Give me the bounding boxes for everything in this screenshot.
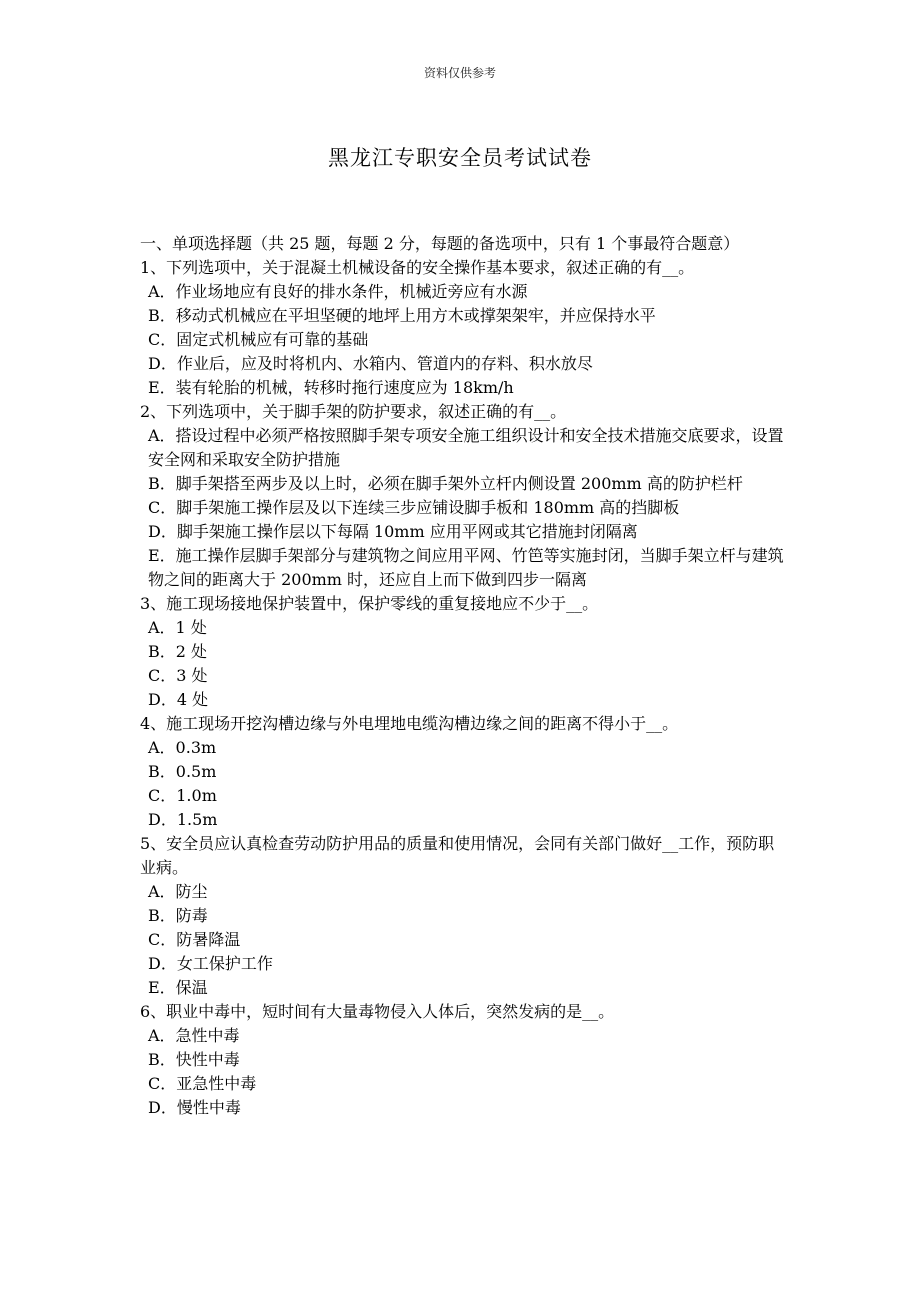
- page-header: 资料仅供参考: [423, 66, 496, 80]
- option-d: D．4 处: [148, 690, 209, 709]
- question-3: [140, 592, 785, 712]
- option-c: C．3 处: [148, 666, 208, 685]
- option-a: A．作业场地应有良好的排水条件，机械近旁应有水源: [148, 282, 528, 301]
- option-c: C．1.0m: [148, 786, 217, 805]
- question-text: 4、施工现场开挖沟槽边缘与外电埋地电缆沟槽边缘之间的距离不得小于__。: [140, 714, 679, 733]
- option-a: A．0.3m: [148, 738, 217, 757]
- option-e: E．保温: [148, 978, 208, 997]
- question-text: 3、施工现场接地保护装置中，保护零线的重复接地应不少于__。: [140, 594, 599, 613]
- question-text: 5、安全员应认真检查劳动防护用品的质量和使用情况，会同有关部门做好__工作，预防职业病。: [140, 834, 775, 877]
- option-c: C．固定式机械应有可靠的基础: [148, 330, 369, 349]
- option-d: D．作业后，应及时将机内、水箱内、管道内的存料、积水放尽: [148, 354, 593, 373]
- option-d: D．女工保护工作: [148, 954, 273, 973]
- question-4: [140, 712, 785, 832]
- option-d: D．1.5m: [148, 810, 218, 829]
- question-1: [140, 256, 785, 400]
- option-d: D．脚手架施工操作层以下每隔 10mm 应用平网或其它措施封闭隔离: [148, 522, 638, 541]
- option-a: A．1 处: [148, 618, 207, 637]
- option-b: B．移动式机械应在平坦坚硬的地坪上用方木或撑架架牢，并应保持水平: [148, 306, 656, 325]
- option-b: B．脚手架搭至两步及以上时，必须在脚手架外立杆内侧设置 200mm 高的防护栏杆: [148, 474, 743, 493]
- option-b: B．2 处: [148, 642, 208, 661]
- section-heading: 一、单项选择题（共 25 题，每题 2 分，每题的备选项中，只有 1 个事最符合题意）: [140, 234, 740, 253]
- document-title: 黑龙江专职安全员考试试卷: [328, 146, 592, 170]
- exam-content: [140, 232, 785, 1120]
- option-d: D．慢性中毒: [148, 1098, 241, 1117]
- question-text: 2、下列选项中，关于脚手架的防护要求，叙述正确的有__。: [140, 402, 567, 421]
- option-b: B．快性中毒: [148, 1050, 240, 1069]
- option-a: A．防尘: [148, 882, 208, 901]
- option-e: E．施工操作层脚手架部分与建筑物之间应用平网、竹笆等实施封闭，当脚手架立杆与建筑物之间的距离大于 200mm 时，还应自上而下做到四步一隔离: [148, 546, 784, 589]
- option-e: E．装有轮胎的机械，转移时拖行速度应为 18km/h: [148, 378, 514, 397]
- question-text: 1、下列选项中，关于混凝土机械设备的安全操作基本要求，叙述正确的有__。: [140, 258, 695, 277]
- option-a: A．急性中毒: [148, 1026, 240, 1045]
- option-c: C．防暑降温: [148, 930, 241, 949]
- option-b: B．0.5m: [148, 762, 217, 781]
- question-text: 6、职业中毒中，短时间有大量毒物侵入人体后，突然发病的是__。: [140, 1002, 615, 1021]
- question-2: [140, 400, 785, 592]
- question-6: [140, 1000, 785, 1120]
- question-5: [140, 832, 785, 1000]
- option-c: C．亚急性中毒: [148, 1074, 257, 1093]
- option-a: A．搭设过程中必须严格按照脚手架专项安全施工组织设计和安全技术措施交底要求，设置安全网和采取安全防护措施: [148, 426, 784, 469]
- option-b: B．防毒: [148, 906, 208, 925]
- option-c: C．脚手架施工操作层及以下连续三步应铺设脚手板和 180mm 高的挡脚板: [148, 498, 680, 517]
